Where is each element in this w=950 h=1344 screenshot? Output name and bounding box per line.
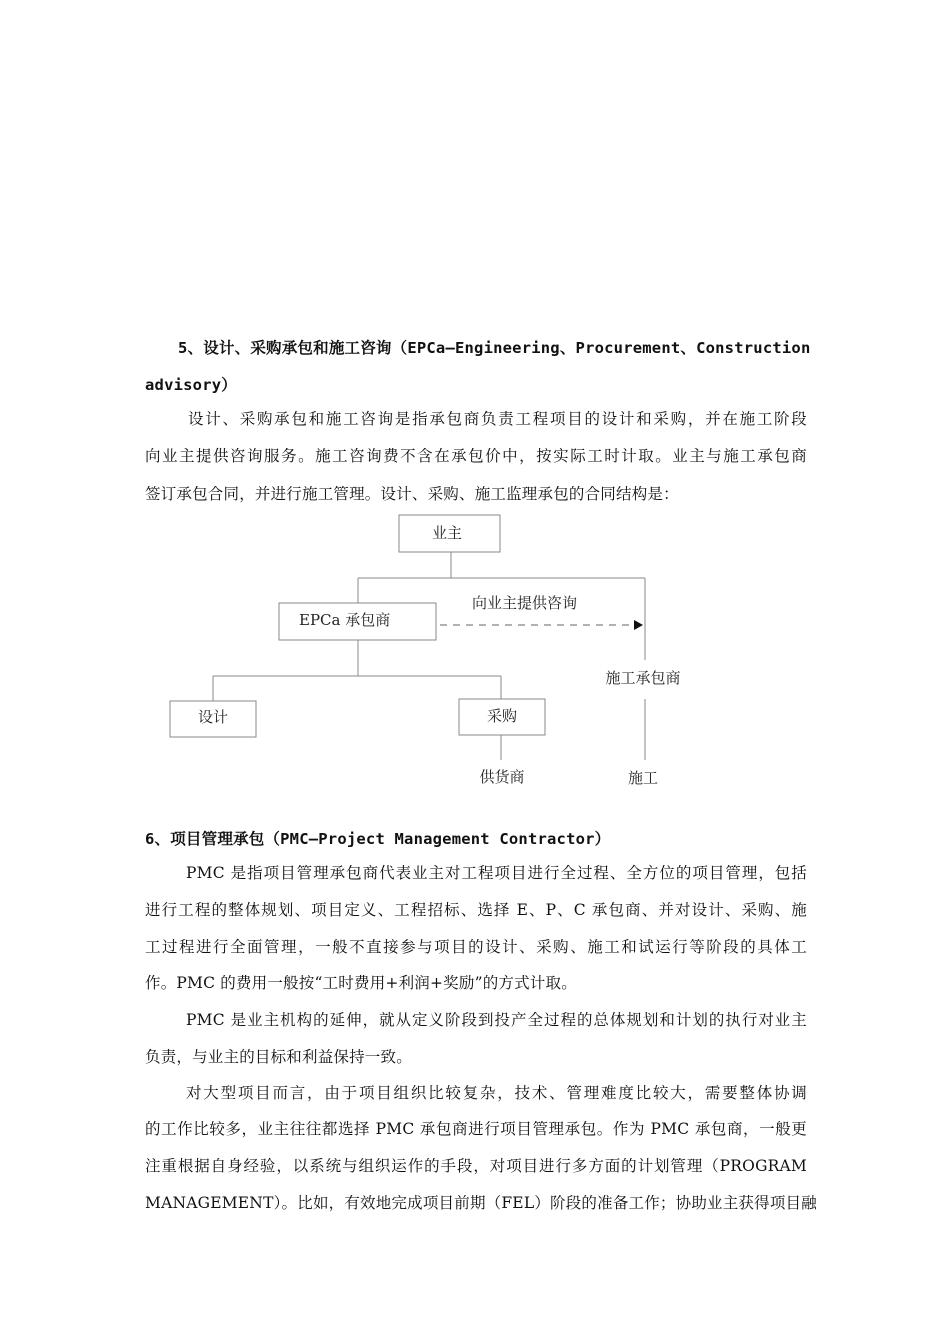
section5-heading-line2: advisory） [145, 376, 237, 394]
section6-para2-line: PMC 是业主机构的延伸，就从定义阶段到投产全过程的总体规划和计划的执行对业主 [186, 1011, 807, 1029]
section6-heading: 6、项目管理承包（PMC—Project Management Contractor） [145, 830, 611, 848]
advisory-label: 向业主提供咨询 [472, 594, 578, 612]
epca-label: EPCa 承包商 [299, 611, 391, 629]
section6-para3-line: MANAGEMENT）。比如，有效地完成项目前期（FEL）阶段的准备工作；协助业主获得项目融 [145, 1194, 817, 1212]
procurement-label: 采购 [486, 707, 518, 725]
construction-contractor-label: 施工承包商 [605, 669, 681, 687]
section6-para3-line: 的工作比较多，业主往往都选择 PMC 承包商进行项目管理承包。作为 PMC 承包商，一般更 [145, 1120, 807, 1138]
section6-para3-line: 对大型项目而言，由于项目组织比较复杂，技术、管理难度比较大，需要整体协调 [186, 1084, 807, 1102]
section6-para2-line: 负责，与业主的目标和利益保持一致。 [145, 1048, 412, 1066]
section5-heading-line1: 5、设计、采购承包和施工咨询（EPCa—Engineering、Procurement、Construction [178, 339, 811, 357]
design-label: 设计 [197, 708, 229, 726]
section6-para1-line: 作。PMC 的费用一般按“工时费用+利润+奖励”的方式计取。 [145, 974, 577, 992]
supplier-label: 供货商 [479, 768, 525, 786]
construction-label: 施工 [627, 769, 659, 787]
section5-para-line: 设计、采购承包和施工咨询是指承包商负责工程项目的设计和采购，并在施工阶段 [188, 410, 807, 428]
section6-para3-line: 注重根据自身经验，以系统与组织运作的手段，对项目进行多方面的计划管理（PROGRAM [145, 1157, 807, 1175]
section6-para1-line: 进行工程的整体规划、项目定义、工程招标、选择 E、P、C 承包商、并对设计、采购、施 [145, 901, 807, 919]
owner-label: 业主 [431, 524, 463, 542]
section6-para1-line: PMC 是指项目管理承包商代表业主对工程项目进行全过程、全方位的项目管理，包括 [186, 864, 807, 882]
section6-para1-line: 工过程进行全面管理，一般不直接参与项目的设计、采购、施工和试运行等阶段的具体工 [145, 938, 807, 956]
section5-para-line: 向业主提供咨询服务。施工咨询费不含在承包价中，按实际工时计取。业主与施工承包商 [145, 447, 807, 465]
arrowhead-icon [634, 620, 643, 630]
section5-para-line: 签订承包合同，并进行施工管理。设计、采购、施工监理承包的合同结构是： [145, 485, 679, 503]
